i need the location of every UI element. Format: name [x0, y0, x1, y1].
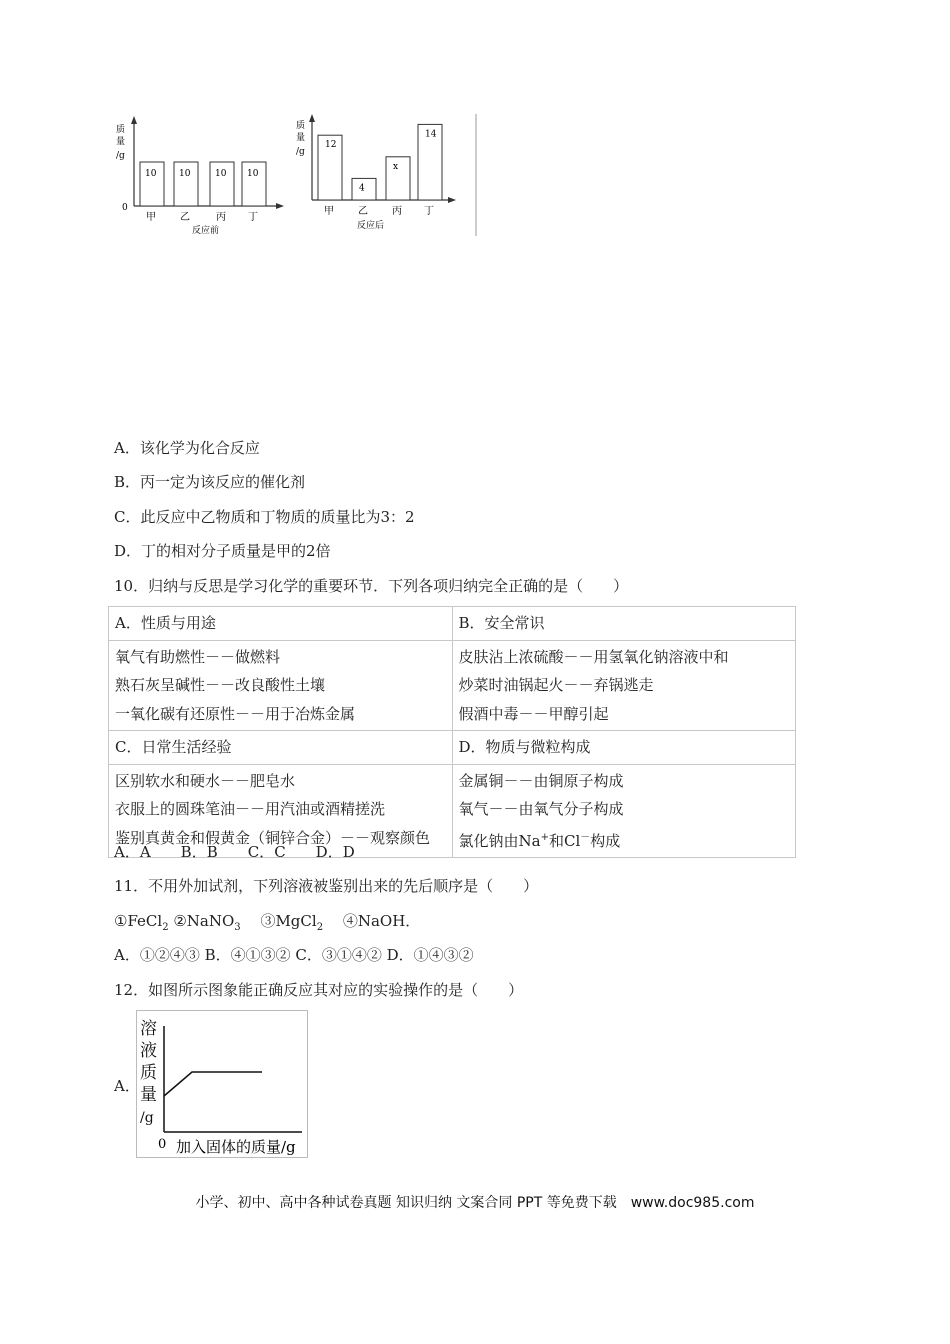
- cell-b-line: 皮肤沾上浓硫酸－－用氢氧化钠溶液中和: [458, 647, 729, 666]
- reagent: ①FeCl: [114, 912, 163, 930]
- cell-c-line: 区别软水和硬水－－肥皂水: [115, 771, 296, 790]
- q12-ylabel-char: 量: [140, 1085, 157, 1105]
- cell-a-line: 熟石灰呈碱性－－改良酸性土壤: [115, 676, 326, 694]
- q12-option-a-label: A．: [114, 1077, 140, 1095]
- before-ylabel-3: /g: [116, 151, 125, 161]
- after-bar-value: 14: [425, 129, 437, 140]
- after-chart: [296, 114, 456, 231]
- page-footer: 小学、初中、高中各种试卷真题 知识归纳 文案合同 PPT 等免费下载 www.doc985.com: [195, 1195, 755, 1211]
- q12-ylabel-char: 质: [140, 1063, 157, 1083]
- after-ylabel-2: 量: [296, 133, 306, 143]
- q12-ylabel-char: /g: [140, 1110, 154, 1126]
- q12-origin: 0: [158, 1137, 167, 1152]
- cell-b-line: 假酒中毒－－甲醇引起: [458, 704, 609, 723]
- after-bar-value: 4: [359, 183, 365, 194]
- before-category-label: 乙: [180, 212, 190, 223]
- cell-d-head: D．物质与微粒构成: [452, 731, 796, 765]
- reagent: ②NaNO: [173, 912, 235, 930]
- before-bar-value: 10: [145, 169, 157, 179]
- before-bar-value: 10: [215, 169, 227, 179]
- after-ylabel-1: 质: [296, 121, 306, 131]
- q11-stem: 11．不用外加试剂，下列溶液被鉴别出来的先后顺序是（ ）: [114, 877, 539, 895]
- before-ylabel-1: 质: [116, 125, 126, 135]
- after-bar-value: x: [393, 161, 399, 172]
- reagent: ④NaOH．: [342, 912, 421, 930]
- after-category-label: 甲: [324, 206, 334, 217]
- ion-text: 和Cl: [548, 831, 581, 850]
- cell-d-line: 金属铜－－由铜原子构成: [458, 771, 624, 790]
- before-bar-value: 10: [247, 169, 259, 179]
- q9-option-c: C．此反应中乙物质和丁物质的质量比为3：2: [114, 508, 415, 526]
- cell-b-head: B．安全常识: [452, 607, 796, 641]
- q9-option-b: B．丙一定为该反应的催化剂: [114, 473, 306, 491]
- q11-reagents: [114, 911, 420, 938]
- cell-d-line-ions: [459, 824, 790, 856]
- after-category-label: 丁: [424, 206, 434, 217]
- q12-xlabel: 加入固体的质量/g: [176, 1138, 296, 1156]
- cell-b-line: 炒菜时油锅起火－－弃锅逃走: [458, 676, 654, 694]
- cell-a-line: 氧气有助燃性－－做燃料: [115, 647, 281, 666]
- before-category-label: 甲: [146, 212, 156, 223]
- q12-graph-a: [136, 1010, 308, 1158]
- cell-d-line: 氧气－－由氧气分子构成: [458, 800, 624, 818]
- cell-a-body: [109, 640, 453, 731]
- subscript: 2: [162, 922, 169, 933]
- q12-ylabel-char: 液: [140, 1041, 157, 1061]
- after-category-label: 丙: [392, 206, 402, 217]
- cell-a-head: A．性质与用途: [109, 607, 453, 641]
- reaction-mass-figure: [112, 112, 482, 238]
- q9-option-d: D．丁的相对分子质量是甲的2倍: [114, 542, 331, 560]
- q12-curve: [164, 1072, 262, 1096]
- subscript: 2: [316, 922, 324, 933]
- cell-c-line: 衣服上的圆珠笔油－－用汽油或酒精搓洗: [115, 800, 386, 818]
- q10-options: A．A B．B C．C D．D: [114, 843, 355, 861]
- before-origin: 0: [122, 203, 128, 213]
- ion-text: 构成: [590, 831, 621, 850]
- cell-c-line: 鉴别真黄金和假黄金（铜锌合金）－－观察颜色: [115, 828, 431, 847]
- before-caption: 反应前: [192, 226, 220, 236]
- cell-d-body: [452, 764, 796, 858]
- ion-charge: －: [580, 831, 591, 843]
- ion-charge: +: [540, 831, 549, 843]
- after-caption: 反应后: [357, 221, 385, 231]
- after-bar-value: 12: [325, 140, 337, 151]
- q12-stem: 12．如图所示图象能正确反应其对应的实验操作的是（ ）: [114, 981, 524, 999]
- q11-options: A．①②④③ B．④①③② C．③①④② D．①④③②: [114, 946, 474, 964]
- cell-a-line: 一氧化碳有还原性－－用于冶炼金属: [115, 704, 356, 723]
- reagent: ③MgCl: [260, 912, 317, 930]
- after-ylabel-3: /g: [296, 147, 305, 157]
- before-ylabel-2: 量: [116, 137, 126, 147]
- ion-text: 氯化钠由Na: [458, 831, 541, 850]
- q10-table: [108, 606, 796, 858]
- before-chart: [116, 116, 284, 236]
- cell-b-body: [452, 640, 796, 731]
- q12-ylabel-char: 溶: [140, 1019, 157, 1039]
- after-category-label: 乙: [358, 206, 368, 217]
- q9-option-a: A．该化学为化合反应: [114, 439, 260, 457]
- q10-stem: 10．归纳与反思是学习化学的重要环节．下列各项归纳完全正确的是（ ）: [114, 577, 629, 595]
- before-category-label: 丁: [248, 212, 258, 223]
- before-category-label: 丙: [216, 212, 226, 223]
- before-bar-value: 10: [179, 169, 191, 179]
- subscript: 3: [234, 922, 241, 933]
- cell-c-head: C．日常生活经验: [109, 731, 453, 765]
